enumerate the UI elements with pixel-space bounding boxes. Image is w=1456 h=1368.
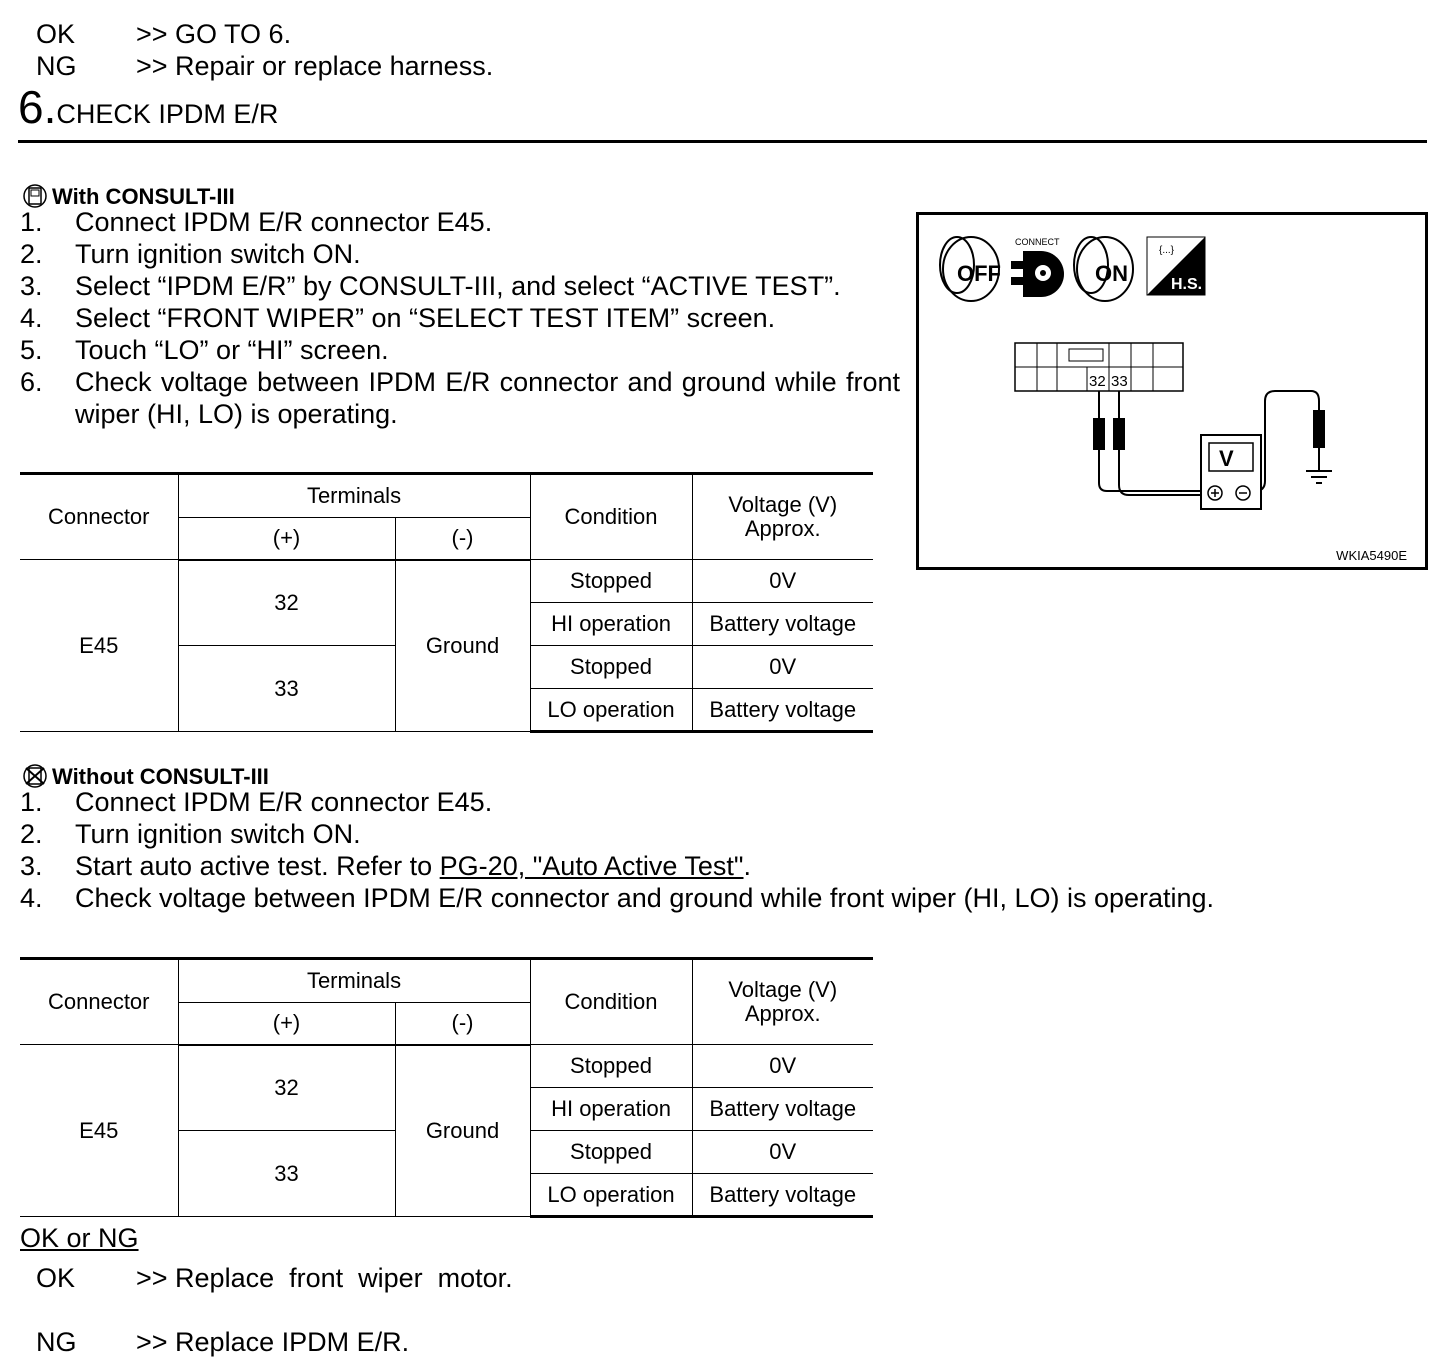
- without-consult-heading-text: Without CONSULT-III: [52, 764, 269, 789]
- svg-text:{...}: {...}: [1159, 245, 1175, 256]
- ng-text: >> Repair or replace harness.: [136, 51, 494, 81]
- col-header-plus: (+): [178, 1003, 395, 1045]
- ok-label: OK: [36, 19, 76, 49]
- on-label: ON: [1095, 261, 1128, 286]
- bottom-ok-text: >> Replace front wiper motor.: [136, 1263, 513, 1293]
- connect-label: CONNECT: [1015, 237, 1060, 247]
- voltage-table-consult: [20, 472, 873, 733]
- consult-connector-icon: [1011, 237, 1064, 297]
- col-header-connector: Connector: [20, 474, 178, 560]
- col-header-connector: Connector: [20, 959, 178, 1045]
- list-item: [20, 302, 775, 334]
- voltage-cell: 0V: [692, 1045, 873, 1088]
- with-consult-heading-text: With CONSULT-III: [52, 184, 235, 209]
- terminal-33-cell: 33: [178, 646, 395, 732]
- voltage-table-no-consult: [20, 957, 873, 1218]
- list-item: [20, 882, 1214, 914]
- harness-connector-icon: [1147, 237, 1205, 295]
- auto-active-test-link[interactable]: PG-20, "Auto Active Test": [439, 851, 744, 881]
- connector-cell: E45: [20, 560, 178, 732]
- pin-33-label: 33: [1111, 373, 1128, 390]
- consult-tool-icon: [20, 184, 50, 208]
- col-header-minus: (-): [395, 1003, 530, 1045]
- item-text: Touch “LO” or “HI” screen.: [75, 335, 389, 365]
- no-consult-icon: [20, 764, 50, 788]
- voltage-cell: Battery voltage: [692, 689, 873, 732]
- list-item: [20, 334, 389, 366]
- item-number: 6.: [20, 367, 43, 397]
- step-number: 6.: [18, 81, 57, 133]
- item-text: Turn ignition switch ON.: [75, 239, 361, 269]
- condition-cell: Stopped: [530, 646, 692, 689]
- item-number: 4.: [20, 883, 43, 913]
- item-text: Check voltage between IPDM E/R connector and ground while front wiper (HI, LO) is operating.: [75, 367, 900, 429]
- item-number: 3.: [20, 851, 43, 881]
- voltage-cell: Battery voltage: [692, 1174, 873, 1217]
- terminal-33-cell: 33: [178, 1131, 395, 1217]
- item-number: 2.: [20, 239, 43, 269]
- voltage-cell: 0V: [692, 1131, 873, 1174]
- ground-cell: Ground: [395, 560, 530, 732]
- list-item: [20, 818, 361, 850]
- voltmeter: [1201, 435, 1261, 509]
- condition-cell: Stopped: [530, 1045, 692, 1088]
- list-item: [20, 270, 841, 302]
- voltage-cell: Battery voltage: [692, 1088, 873, 1131]
- col-header-terminals: Terminals: [178, 959, 530, 1003]
- item-text: Turn ignition switch ON.: [75, 819, 361, 849]
- pin-32-label: 32: [1089, 373, 1106, 390]
- condition-cell: LO operation: [530, 689, 692, 732]
- condition-cell: Stopped: [530, 560, 692, 603]
- bottom-ok-label: OK: [36, 1263, 76, 1293]
- list-item: [20, 206, 492, 238]
- col-header-voltage: [692, 474, 873, 560]
- step-heading: [18, 81, 279, 133]
- terminal-32-cell: 32: [178, 1045, 395, 1131]
- item-number: 4.: [20, 303, 43, 333]
- list-item: [20, 366, 900, 430]
- item-number: 5.: [20, 335, 43, 365]
- section-divider: [18, 140, 1427, 143]
- bottom-ng-text: >> Replace IPDM E/R.: [136, 1327, 410, 1357]
- ignition-off-icon: [940, 237, 1001, 301]
- terminal-32-cell: 32: [178, 560, 395, 646]
- ok-text: >> GO TO 6.: [136, 19, 292, 49]
- condition-cell: LO operation: [530, 1174, 692, 1217]
- condition-cell: HI operation: [530, 603, 692, 646]
- voltage-label: Voltage (V): [728, 492, 838, 517]
- measurement-diagram: [919, 215, 1425, 567]
- figure-code: WKIA5490E: [1336, 548, 1407, 563]
- meter-label: V: [1219, 446, 1234, 471]
- item-text: Connect IPDM E/R connector E45.: [75, 787, 493, 817]
- item-number: 1.: [20, 207, 43, 237]
- voltage-label: Voltage (V): [728, 977, 838, 1002]
- item-number: 2.: [20, 819, 43, 849]
- voltage-cell: 0V: [692, 646, 873, 689]
- col-header-voltage: [692, 959, 873, 1045]
- item-text: Connect IPDM E/R connector E45.: [75, 207, 493, 237]
- connector-e45-drawing: [1015, 343, 1183, 391]
- approx-label: Approx.: [744, 516, 821, 541]
- item-text: Select “IPDM E/R” by CONSULT-III, and select “ACTIVE TEST”.: [75, 271, 841, 301]
- wiring-figure: [916, 212, 1428, 570]
- list-item: [20, 238, 361, 270]
- col-header-terminals: Terminals: [178, 474, 530, 518]
- connector-cell: E45: [20, 1045, 178, 1217]
- step-title: CHECK IPDM E/R: [56, 99, 279, 129]
- approx-label: Approx.: [744, 1001, 821, 1026]
- item-text: Start auto active test. Refer to: [75, 851, 440, 881]
- hs-label: H.S.: [1171, 276, 1203, 293]
- condition-cell: HI operation: [530, 1088, 692, 1131]
- ignition-on-icon: [1074, 237, 1133, 301]
- voltage-cell: 0V: [692, 560, 873, 603]
- item-text: Check voltage between IPDM E/R connector and ground while front wiper (HI, LO) is operating.: [75, 883, 1215, 913]
- col-header-plus: (+): [178, 518, 395, 560]
- list-item: [20, 850, 751, 882]
- item-number: 1.: [20, 787, 43, 817]
- condition-cell: Stopped: [530, 1131, 692, 1174]
- voltage-cell: Battery voltage: [692, 603, 873, 646]
- item-number: 3.: [20, 271, 43, 301]
- col-header-minus: (-): [395, 518, 530, 560]
- off-label: OFF: [957, 261, 1001, 286]
- col-header-condition: Condition: [530, 474, 692, 560]
- col-header-condition: Condition: [530, 959, 692, 1045]
- item-text-end: .: [743, 851, 752, 881]
- list-item: [20, 786, 492, 818]
- ng-label: NG: [36, 51, 77, 81]
- ground-cell: Ground: [395, 1045, 530, 1217]
- item-text: Select “FRONT WIPER” on “SELECT TEST ITEM” screen.: [75, 303, 776, 333]
- ok-ng-heading: OK or NG: [20, 1223, 139, 1253]
- bottom-ng-label: NG: [36, 1327, 77, 1357]
